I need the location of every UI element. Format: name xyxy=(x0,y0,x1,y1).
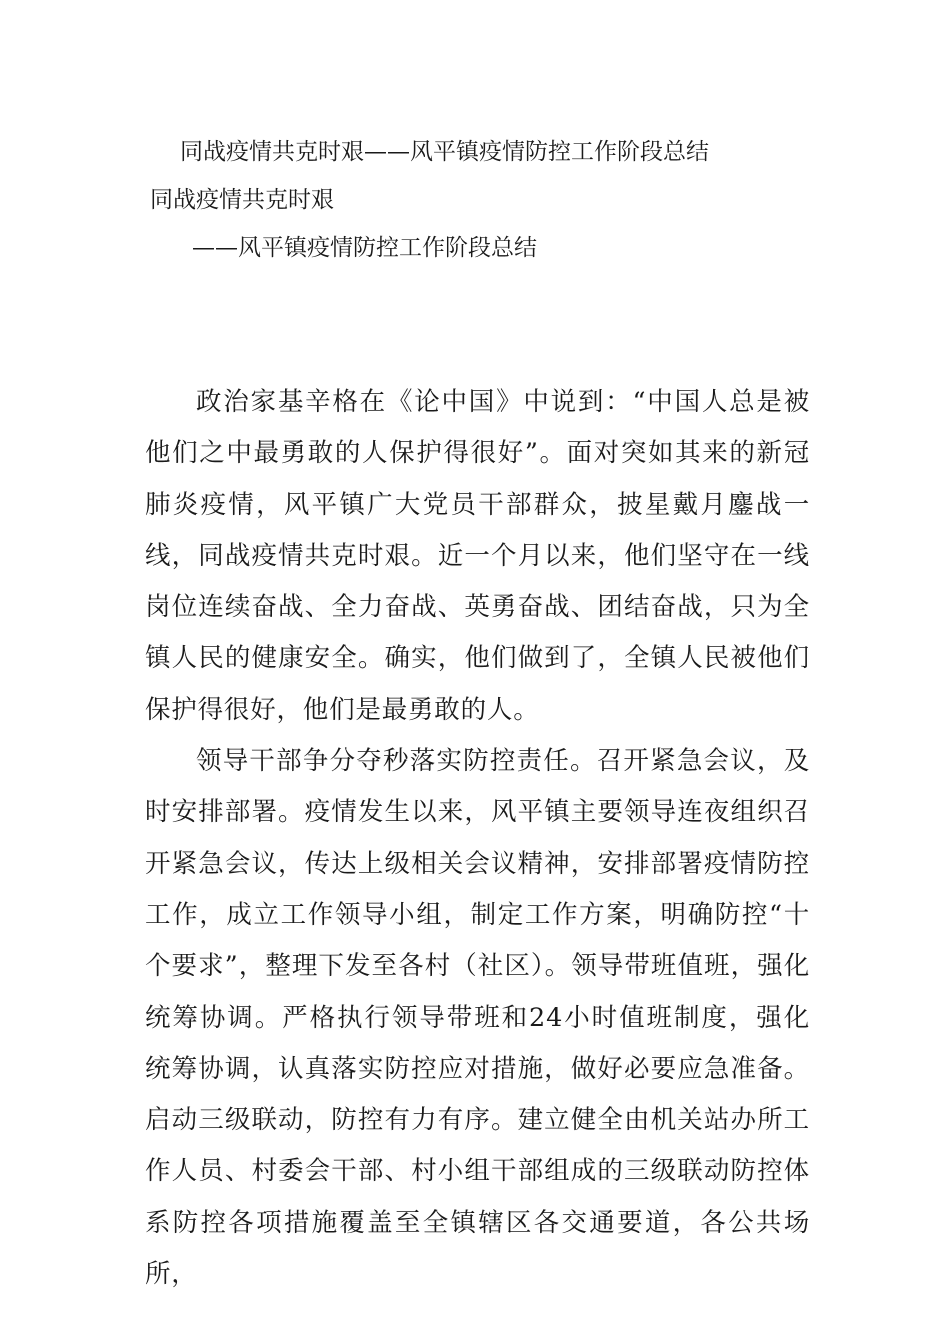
paragraph-intro: 政治家基辛格在《论中国》中说到：“中国人总是被他们之中最勇敢的人保护得很好”。面对突如其来的新冠肺炎疫情，风平镇广大党员干部群众，披星戴月鏖战一线，同战疫情共克时艰。近一个月以来，他们坚守在一线岗位连续奋战、全力奋战、英勇奋战、团结奋战，只为全镇人民的健康安全。确实，他们做到了，全镇人民被他们保护得很好，他们是最勇敢的人。 xyxy=(145,387,810,725)
title-line-2: ——风平镇疫情防控工作阶段总结 xyxy=(192,235,537,261)
title-line-1: 同战疫情共克时艰 xyxy=(150,187,334,213)
document-body xyxy=(145,377,810,1300)
document-title: 同战疫情共克时艰——风平镇疫情防控工作阶段总结 xyxy=(180,139,709,165)
paragraph-leadership: 领导干部争分夺秒落实防控责任。召开紧急会议，及时安排部署。疫情发生以来，风平镇主要领导连夜组织召开紧急会议，传达上级相关会议精神，安排部署疫情防控工作，成立工作领导小组，制定工作方案，明确防控“十个要求”，整理下发至各村（社区）。领导带班值班，强化统筹协调。严格执行领导带班和24小时值班制度，强化统筹协调，认真落实防控应对措施，做好必要应急准备。启动三级联动，防控有力有序。建立健全由机关站办所工作人员、村委会干部、村小组干部组成的三级联动防控体系防控各项措施覆盖至全镇辖区各交通要道，各公共场所， xyxy=(145,746,810,1290)
